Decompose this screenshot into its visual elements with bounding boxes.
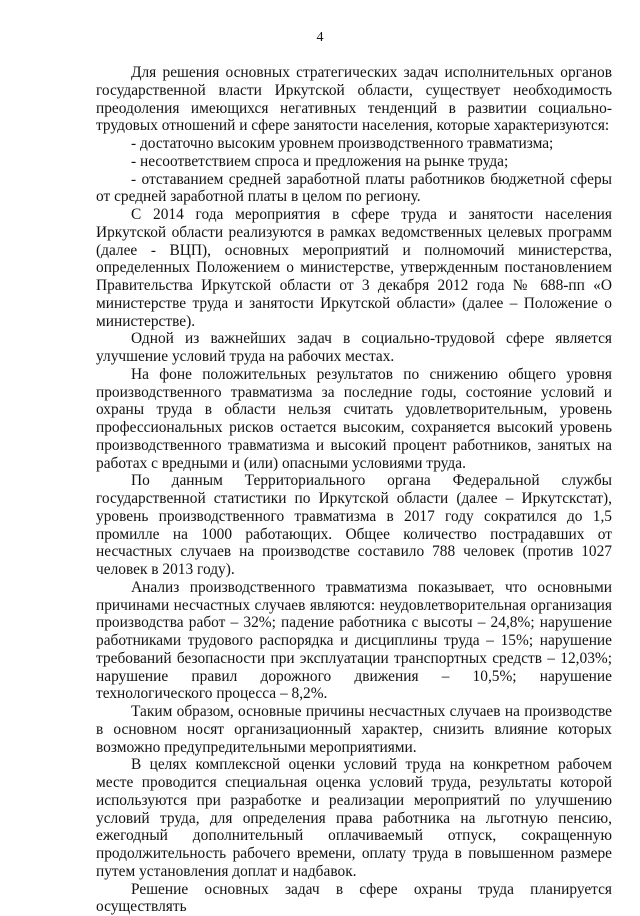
paragraph-intro: Для решения основных стратегических задач исполнительных органов государственной власти Иркутской области, существует необходимость преодоления имеющихся негативных тенденций в развитии социально-трудовых отношений и сфере занятости населения, которые характеризуются:	[96, 64, 612, 135]
page-number: 4	[0, 30, 640, 46]
list-item-labor-market: - несоответствием спроса и предложения на рынке труда;	[96, 153, 612, 171]
paragraph-conditions: На фоне положительных результатов по снижению общего уровня производственного травматизма за последние годы, состояние условий и охраны труда в области нельзя считать удовлетворительным, уровень профессиональных рисков остается высоким, сохраняется высокий уровень производственного травматизма и высокий процент работников, занятых на работах с вредными и (или) опасными условиями труда.	[96, 366, 612, 473]
paragraph-analysis: Анализ производственного травматизма показывает, что основными причинами несчастных случаев являются: неудовлетворительная организация производства работ – 32%; падение работника с высоты – 24,8%; нарушение работниками трудового распорядка и дисциплины труда – 15%; нарушение требований безопасности при эксплуатации транспортных средств – 12,03%; нарушение правил дорожного движения – 10,5%; нарушение технологического процесса – 8,2%.	[96, 579, 612, 703]
list-item-injuries: - достаточно высоким уровнем производственного травматизма;	[96, 135, 612, 153]
paragraph-final: Решение основных задач в сфере охраны труда планируется осуществлять	[96, 881, 612, 916]
paragraph-conclusion: Таким образом, основные причины несчастных случаев на производстве в основном носят организационный характер, снизить влияние которых возможно предупредительными мероприятиями.	[96, 703, 612, 756]
paragraph-statistics: По данным Территориального органа Федеральной службы государственной статистики по Иркутской области (далее – Иркутскстат), уровень производственного травматизма в 2017 году сократился до 1,5 промилле на 1000 работающих. Общее количество пострадавших от несчастных случаев на производстве составило 788 человек (против 1027 человек в 2013 году).	[96, 472, 612, 579]
paragraph-programs: С 2014 года мероприятия в сфере труда и занятости населения Иркутской области реализуются в рамках ведомственных целевых программ (далее - ВЦП), основных мероприятий и полномочий министерства, определенных Положением о министерстве, утвержденным постановлением Правительства Иркутской области от 3 декабря 2012 года № 688-пп «О министерстве труда и занятости Иркутской области» (далее – Положение о министерстве).	[96, 206, 612, 330]
paragraph-key-task: Одной из важнейших задач в социально-трудовой сфере является улучшение условий труда на рабочих местах.	[96, 330, 612, 366]
list-item-wages: - отставанием средней заработной платы работников бюджетной сферы от средней заработной платы в целом по региону.	[96, 171, 612, 207]
paragraph-assessment: В целях комплексной оценки условий труда на конкретном рабочем месте проводится специальная оценка условий труда, результаты которой используются при разработке и реализации мероприятий по улучшению условий труда, для определения права работника на льготную пенсию, ежегодный дополнительный оплачиваемый отпуск, сокращенную продолжительность рабочего времени, оплату труда в повышенном размере путем установления доплат и надбавок.	[96, 756, 612, 880]
document-body	[96, 64, 612, 916]
